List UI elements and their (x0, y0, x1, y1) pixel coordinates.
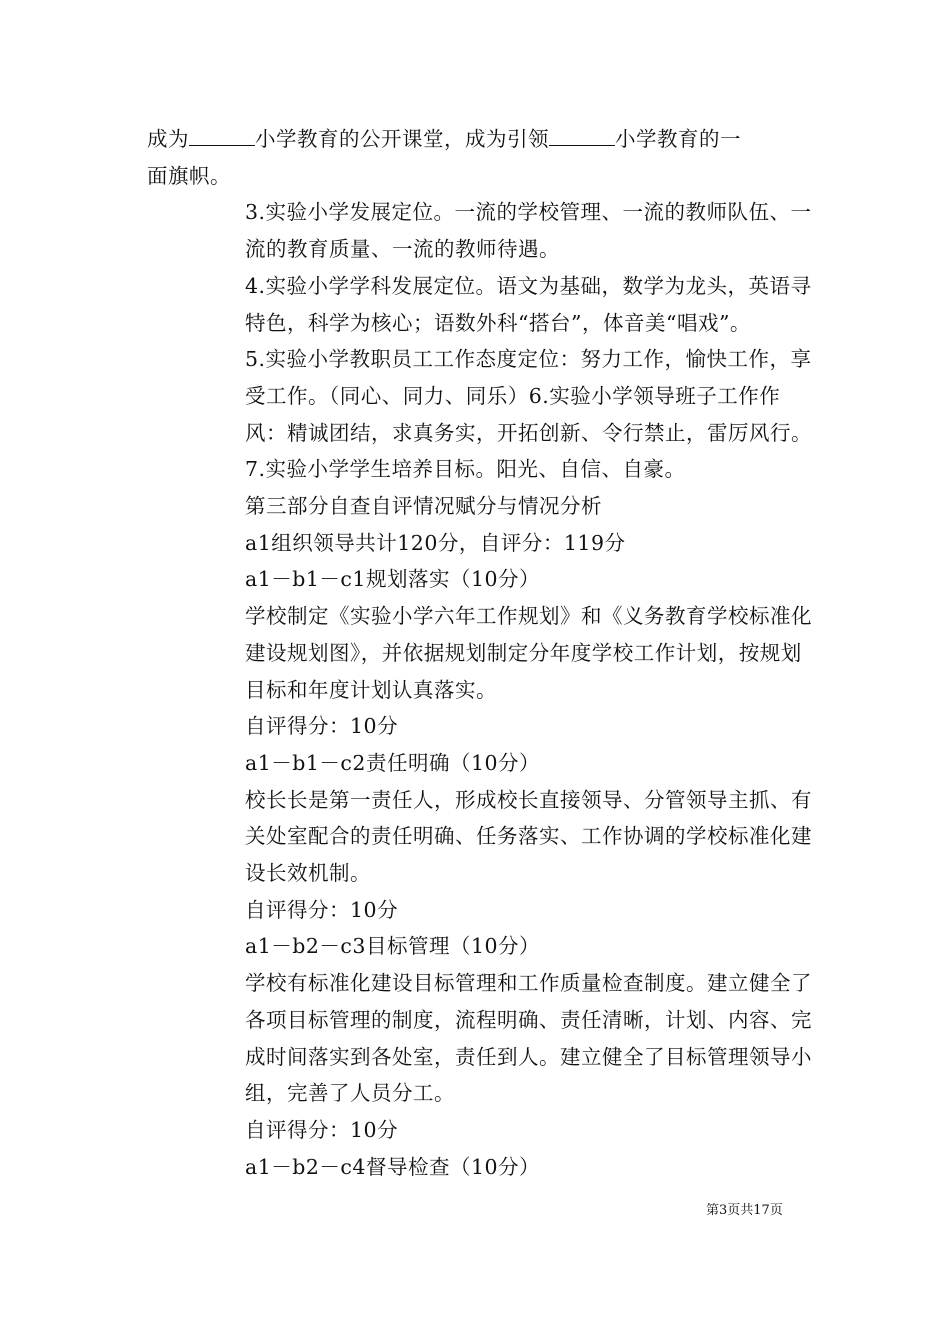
self-score: 自评得分：10分 (245, 1117, 399, 1142)
item-heading: a1－b2－c3目标管理（10分） (245, 934, 541, 959)
section-heading: 第三部分自查自评情况赋分与情况分析 (245, 494, 602, 519)
paragraph-staff-attitude: 5.实验小学教职员工工作态度定位：努力工作，愉快工作，享受工作。（同心、同力、同乐）6.实验小学领导班子工作作风：精诚团结，求真务实，开拓创新、令行禁止，雷厉风行。 (245, 347, 812, 445)
paragraph-target-management: 学校有标准化建设目标管理和工作质量检查制度。建立健全了各项目标管理的制度，流程明确、责任清晰，计划、内容、完成时间落实到各处室，责任到人。建立健全了目标管理领导小组，完善了人员分工。 (245, 971, 812, 1106)
paragraph-student-goals: 7.实验小学学生培养目标。阳光、自信、自豪。 (245, 457, 686, 482)
self-score: 自评得分：10分 (245, 714, 399, 739)
fill-blank (549, 127, 615, 146)
text-fragment: 小学教育的公开课堂，成为引领 (255, 127, 549, 151)
page-number: 第3页共17页 (706, 1203, 783, 1218)
document-body (147, 121, 812, 1185)
item-heading: a1－b2－c4督导检查（10分） (245, 1154, 541, 1179)
paragraph-planning: 学校制定《实验小学六年工作规划》和《义务教育学校标准化建设规划图》，并依据规划制定分年度学校工作计划，按规划目标和年度计划认真落实。 (245, 604, 812, 702)
fill-blank (189, 127, 255, 146)
text-fragment: 成为 (147, 127, 189, 151)
paragraph-intro (147, 121, 812, 194)
item-heading: a1－b1－c2责任明确（10分） (245, 750, 541, 775)
paragraph-subject-positioning: 4.实验小学学科发展定位。语文为基础，数学为龙头，英语寻特色，科学为核心；语数外科“搭台”，体音美“唱戏”。 (245, 273, 812, 335)
text-fragment: 面旗帜。 (147, 163, 231, 188)
paragraph-responsibility: 校长长是第一责任人，形成校长直接领导、分管领导主抓、有关处室配合的责任明确、任务落实、工作协调的学校标准化建设长效机制。 (245, 787, 812, 886)
paragraph-school-positioning: 3.实验小学发展定位。一流的学校管理、一流的教师队伍、一流的教育质量、一流的教师待遇。 (245, 200, 812, 262)
item-heading: a1－b1－c1规划落实（10分） (245, 567, 541, 592)
text-fragment: 小学教育的一 (615, 127, 741, 151)
self-score: 自评得分：10分 (245, 897, 399, 922)
score-summary: a1组织领导共计120分，自评分：119分 (245, 530, 626, 555)
